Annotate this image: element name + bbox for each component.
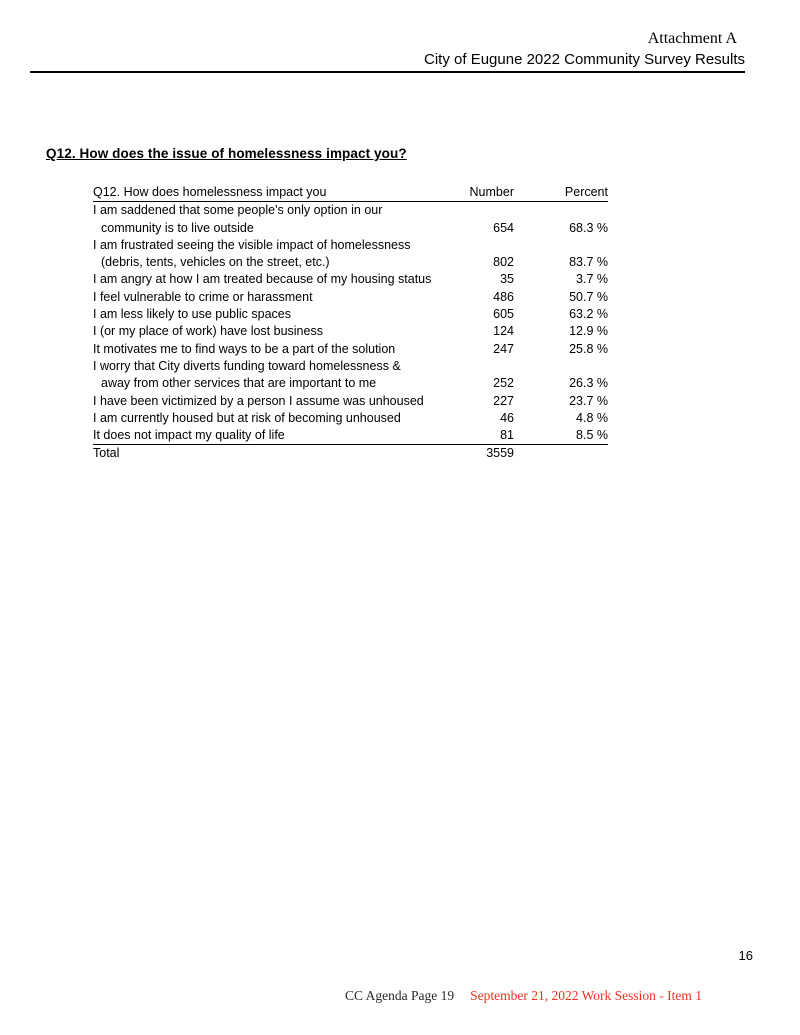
table-row	[93, 358, 608, 393]
row-label-line1: It does not impact my quality of life	[93, 428, 285, 443]
row-number: 605	[493, 307, 514, 322]
row-percent: 12.9 %	[569, 324, 608, 339]
table-header-label: Q12. How does homelessness impact you	[93, 185, 327, 199]
agenda-page-label: CC Agenda Page 19	[345, 988, 455, 1003]
row-number: 486	[493, 289, 514, 304]
table-header-row	[93, 184, 608, 202]
table-row	[93, 341, 608, 358]
row-label-line1: I am angry at how I am treated because of my housing status	[93, 272, 432, 287]
row-label-line1: I (or my place of work) have lost business	[93, 324, 323, 339]
row-label-line1: I have been victimized by a person I assume was unhoused	[93, 393, 424, 408]
row-number: 252	[493, 376, 514, 391]
table-row	[93, 306, 608, 323]
row-percent: 68.3 %	[569, 220, 608, 235]
page-number: 16	[738, 948, 753, 963]
row-number: 654	[493, 220, 514, 235]
table-row	[93, 427, 608, 445]
table-row	[93, 410, 608, 427]
row-number: 227	[493, 393, 514, 408]
row-percent: 63.2 %	[569, 307, 608, 322]
total-label: Total	[93, 446, 120, 461]
row-percent: 8.5 %	[576, 428, 608, 443]
row-label-line2: (debris, tents, vehicles on the street, etc.)	[101, 255, 330, 270]
row-label-line2: away from other services that are important to me	[101, 376, 377, 391]
work-session-label: September 21, 2022 Work Session - Item 1	[470, 988, 703, 1003]
survey-results-table	[93, 184, 608, 463]
attachment-label: Attachment A	[647, 30, 737, 47]
document-footer	[345, 988, 702, 1004]
row-label-line1: I am less likely to use public spaces	[93, 307, 292, 322]
table-row	[93, 289, 608, 306]
row-label-line1: I am currently housed but at risk of becoming unhoused	[93, 410, 401, 425]
document-header	[30, 29, 745, 73]
row-number: 247	[493, 341, 514, 356]
table-body	[93, 202, 608, 445]
row-number: 35	[500, 272, 514, 287]
table-row	[93, 202, 608, 237]
table-header-percent: Percent	[564, 185, 608, 199]
row-number: 81	[500, 428, 514, 443]
table-row	[93, 323, 608, 340]
table-row	[93, 237, 608, 272]
row-percent: 23.7 %	[569, 393, 608, 408]
row-percent: 4.8 %	[576, 410, 608, 425]
table-header-number: Number	[469, 185, 514, 199]
row-number: 124	[493, 324, 514, 339]
row-percent: 83.7 %	[569, 255, 608, 270]
row-label-line1: I worry that City diverts funding toward homelessness &	[93, 358, 401, 373]
row-label-line1: I feel vulnerable to crime or harassment	[93, 289, 313, 304]
row-label-line1: I am saddened that some people's only option in our	[93, 203, 383, 218]
total-number: 3559	[486, 446, 514, 461]
table-row	[93, 271, 608, 288]
row-percent: 26.3 %	[569, 376, 608, 391]
row-number: 46	[500, 410, 514, 425]
table-total-row	[93, 445, 608, 462]
row-percent: 3.7 %	[576, 272, 608, 287]
survey-results-title: City of Eugune 2022 Community Survey Results	[424, 51, 745, 68]
table-row	[93, 393, 608, 410]
row-label-line1: I am frustrated seeing the visible impact of homelessness	[93, 237, 411, 252]
row-percent: 50.7 %	[569, 289, 608, 304]
question-heading: Q12. How does the issue of homelessness impact you?	[46, 146, 407, 161]
row-label-line2: community is to live outside	[101, 220, 254, 235]
row-label-line1: It motivates me to find ways to be a part of the solution	[93, 341, 396, 356]
row-percent: 25.8 %	[569, 341, 608, 356]
row-number: 802	[493, 255, 514, 270]
